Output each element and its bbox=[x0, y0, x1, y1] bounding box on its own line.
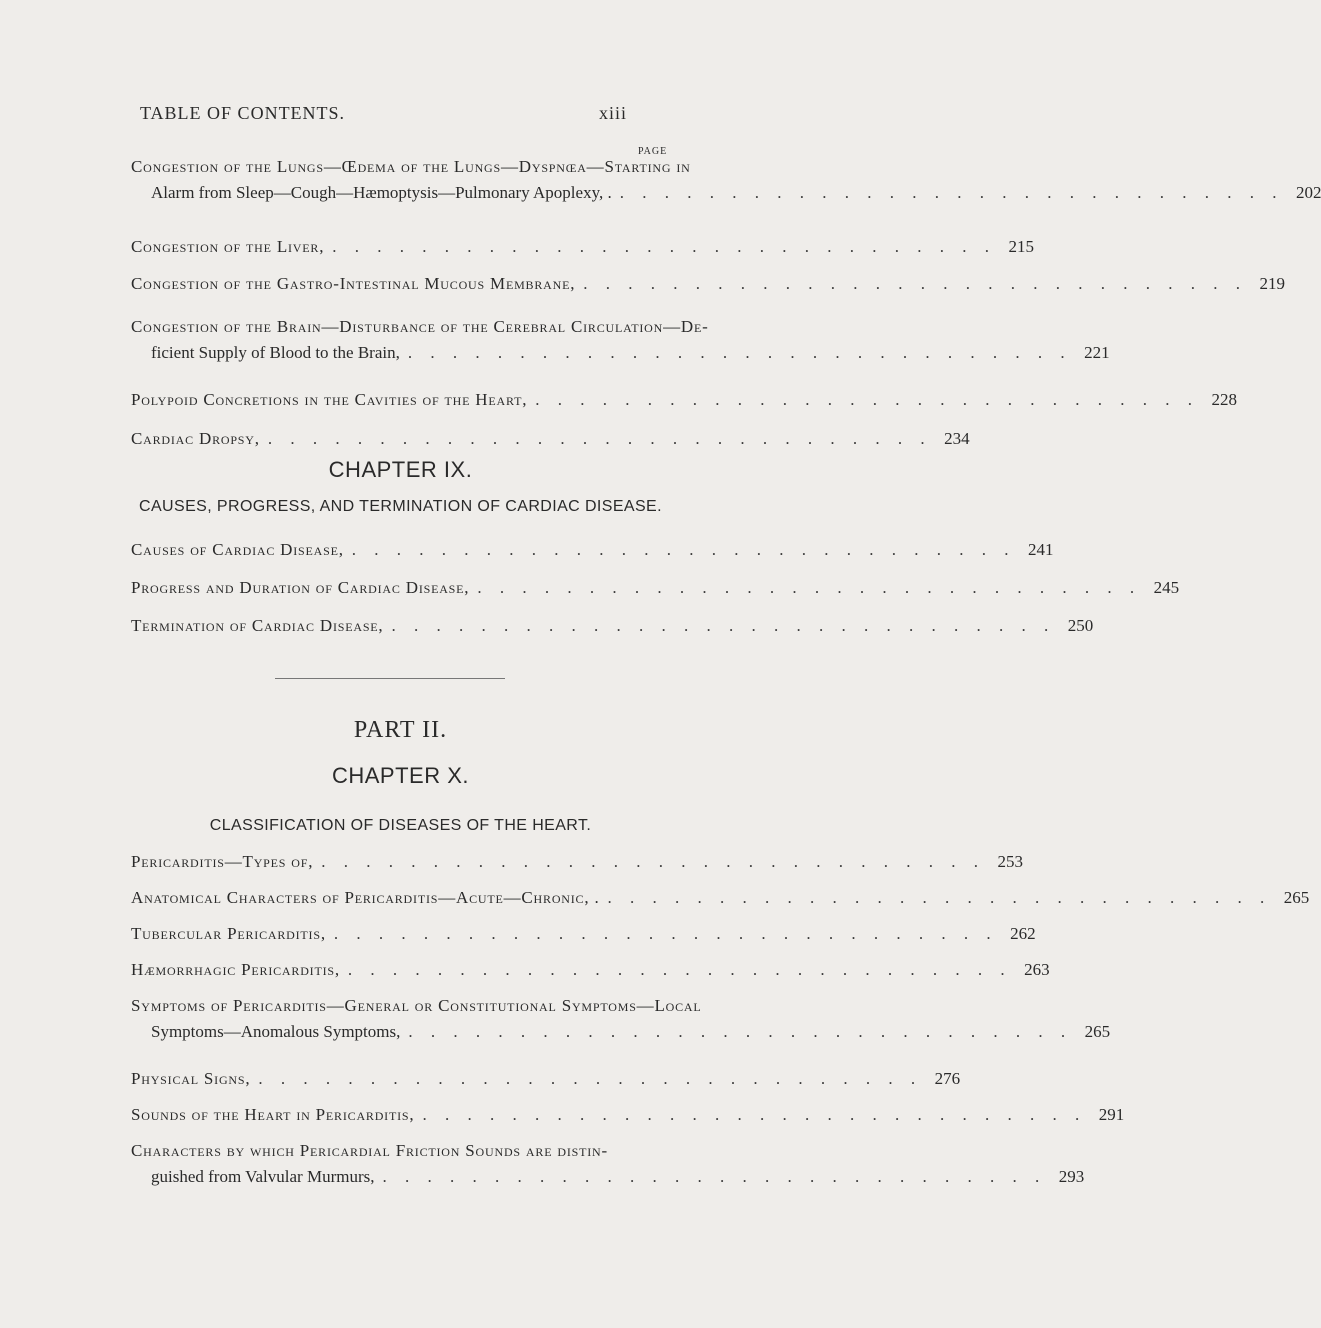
toc-entry-text: Anatomical Characters of Pericarditis—Acute—Chronic, . bbox=[131, 888, 600, 907]
toc-entry-page: 293 bbox=[1058, 1167, 1085, 1186]
toc-entry[interactable] bbox=[131, 577, 1180, 603]
toc-entry[interactable] bbox=[131, 316, 1110, 368]
dot-leader: . . . . . . . . . . . . . . . . . . . . . . . . . . . . . . bbox=[583, 274, 1248, 293]
toc-entry-text: Congestion of the Brain—Disturbance of the Cerebral Circulation—De- bbox=[131, 317, 709, 336]
toc-entry[interactable] bbox=[131, 273, 1286, 299]
toc-entry-page: 228 bbox=[1211, 390, 1237, 409]
toc-entry-page: 265 bbox=[1283, 888, 1310, 907]
dot-leader: . . . . . . . . . . . . . . . . . . . . . . . . . . . . . . bbox=[607, 888, 1272, 907]
toc-entry-page: 241 bbox=[1028, 540, 1054, 559]
toc-entry-page: 245 bbox=[1153, 578, 1180, 597]
chapter-ix-title: CHAPTER IX. bbox=[328, 457, 473, 482]
toc-entry-text: Causes of Cardiac Disease, bbox=[131, 540, 344, 559]
toc-entry[interactable] bbox=[131, 1104, 1125, 1130]
toc-entry-text: Tubercular Pericarditis, bbox=[131, 924, 326, 943]
toc-entry[interactable] bbox=[131, 428, 970, 454]
toc-entry[interactable] bbox=[131, 615, 1094, 641]
toc-entry-text: Congestion of the Lungs—Œdema of the Lungs—Dyspnœa—Starting in bbox=[131, 157, 691, 176]
toc-entry-text: Symptoms—Anomalous Symptoms, bbox=[151, 1022, 401, 1041]
page-number: xiii bbox=[598, 103, 627, 123]
chapter-ix-subtitle: CAUSES, PROGRESS, AND TERMINATION OF CARDIAC DISEASE. bbox=[139, 498, 662, 515]
toc-entry-text: Physical Signs, bbox=[131, 1069, 251, 1088]
toc-entry-text: Sounds of the Heart in Pericarditis, bbox=[131, 1105, 415, 1124]
toc-entry[interactable] bbox=[131, 995, 1111, 1047]
dot-leader: . . . . . . . . . . . . . . . . . . . . . . . . . . . . . . bbox=[333, 924, 998, 943]
running-title: TABLE OF CONTENTS. bbox=[140, 103, 346, 123]
dot-leader: . . . . . . . . . . . . . . . . . . . . . . . . . . . . . . bbox=[258, 1069, 923, 1088]
toc-entry[interactable] bbox=[131, 539, 1054, 565]
dot-leader: . . . . . . . . . . . . . . . . . . . . . . . . . . . . . . bbox=[422, 1105, 1087, 1124]
toc-entry[interactable] bbox=[131, 851, 1024, 877]
toc-entry-page: 202 bbox=[1295, 183, 1321, 202]
dot-leader: . . . . . . . . . . . . . . . . . . . . . . . . . . . . . . bbox=[391, 616, 1056, 635]
toc-entry-page: 265 bbox=[1084, 1022, 1111, 1041]
dot-leader: . . . . . . . . . . . . . . . . . . . . . . . . . . . . . . bbox=[619, 183, 1284, 202]
toc-entry-text: Characters by which Pericardial Friction Sounds are distin- bbox=[131, 1141, 608, 1160]
toc-entry[interactable] bbox=[131, 1140, 1085, 1192]
toc-entry-page: 276 bbox=[934, 1069, 961, 1088]
toc-entry-page: 253 bbox=[997, 852, 1024, 871]
toc-entry-text: Termination of Cardiac Disease, bbox=[131, 616, 384, 635]
dot-leader: . . . . . . . . . . . . . . . . . . . . . . . . . . . . . . bbox=[477, 578, 1142, 597]
toc-entry-text: Progress and Duration of Cardiac Disease, bbox=[131, 578, 470, 597]
toc-entry-text: Symptoms of Pericarditis—General or Constitutional Symptoms—Local bbox=[131, 996, 702, 1015]
toc-entry-page: 215 bbox=[1008, 237, 1034, 256]
toc-entry-text: Alarm from Sleep—Cough—Hæmoptysis—Pulmonary Apoplexy, . bbox=[151, 183, 612, 202]
toc-entry-text: Congestion of the Liver, bbox=[131, 237, 325, 256]
toc-entry-text: guished from Valvular Murmurs, bbox=[151, 1167, 375, 1186]
toc-entry[interactable] bbox=[131, 236, 1034, 262]
toc-entry-text: Congestion of the Gastro-Intestinal Mucous Membrane, bbox=[131, 274, 576, 293]
toc-entry-page: 291 bbox=[1098, 1105, 1125, 1124]
toc-entry-page: 263 bbox=[1024, 960, 1050, 979]
toc-entry-page: 234 bbox=[944, 429, 970, 448]
toc-entry-page: 262 bbox=[1010, 924, 1036, 943]
dot-leader: . . . . . . . . . . . . . . . . . . . . . . . . . . . . . . bbox=[267, 429, 932, 448]
toc-entry[interactable] bbox=[131, 389, 1237, 415]
toc-entry-text: ficient Supply of Blood to the Brain, bbox=[151, 343, 400, 362]
toc-entry-text: Cardiac Dropsy, bbox=[131, 429, 260, 448]
toc-entry-text: Polypoid Concretions in the Cavities of the Heart, bbox=[131, 390, 528, 409]
toc-entry[interactable] bbox=[131, 887, 1310, 913]
dot-leader: . . . . . . . . . . . . . . . . . . . . . . . . . . . . . . bbox=[382, 1167, 1047, 1186]
toc-entry[interactable] bbox=[131, 1068, 961, 1094]
section-divider bbox=[275, 678, 505, 679]
dot-leader: . . . . . . . . . . . . . . . . . . . . . . . . . . . . . . bbox=[351, 540, 1016, 559]
part-ii-title: PART II. bbox=[353, 717, 448, 743]
dot-leader: . . . . . . . . . . . . . . . . . . . . . . . . . . . . . . bbox=[407, 343, 1072, 362]
toc-entry[interactable] bbox=[131, 959, 1050, 985]
dot-leader: . . . . . . . . . . . . . . . . . . . . . . . . . . . . . . bbox=[408, 1022, 1073, 1041]
toc-entry-text: Hæmorrhagic Pericarditis, bbox=[131, 960, 340, 979]
chapter-x-title: CHAPTER X. bbox=[331, 763, 470, 788]
dot-leader: . . . . . . . . . . . . . . . . . . . . . . . . . . . . . . bbox=[332, 237, 996, 256]
toc-entry[interactable] bbox=[131, 156, 1321, 208]
toc-entry-page: 221 bbox=[1084, 343, 1110, 362]
dot-leader: . . . . . . . . . . . . . . . . . . . . . . . . . . . . . . bbox=[347, 960, 1012, 979]
running-head bbox=[140, 103, 627, 124]
page-column-label: PAGE bbox=[638, 146, 668, 157]
dot-leader: . . . . . . . . . . . . . . . . . . . . . . . . . . . . . . bbox=[535, 390, 1199, 409]
dot-leader: . . . . . . . . . . . . . . . . . . . . . . . . . . . . . . bbox=[321, 852, 986, 871]
chapter-x-subtitle: CLASSIFICATION OF DISEASES OF THE HEART. bbox=[209, 817, 592, 834]
toc-entry[interactable] bbox=[131, 923, 1036, 949]
toc-entry-page: 250 bbox=[1067, 616, 1094, 635]
toc-entry-page: 219 bbox=[1259, 274, 1286, 293]
toc-entry-text: Pericarditis—Types of, bbox=[131, 852, 314, 871]
